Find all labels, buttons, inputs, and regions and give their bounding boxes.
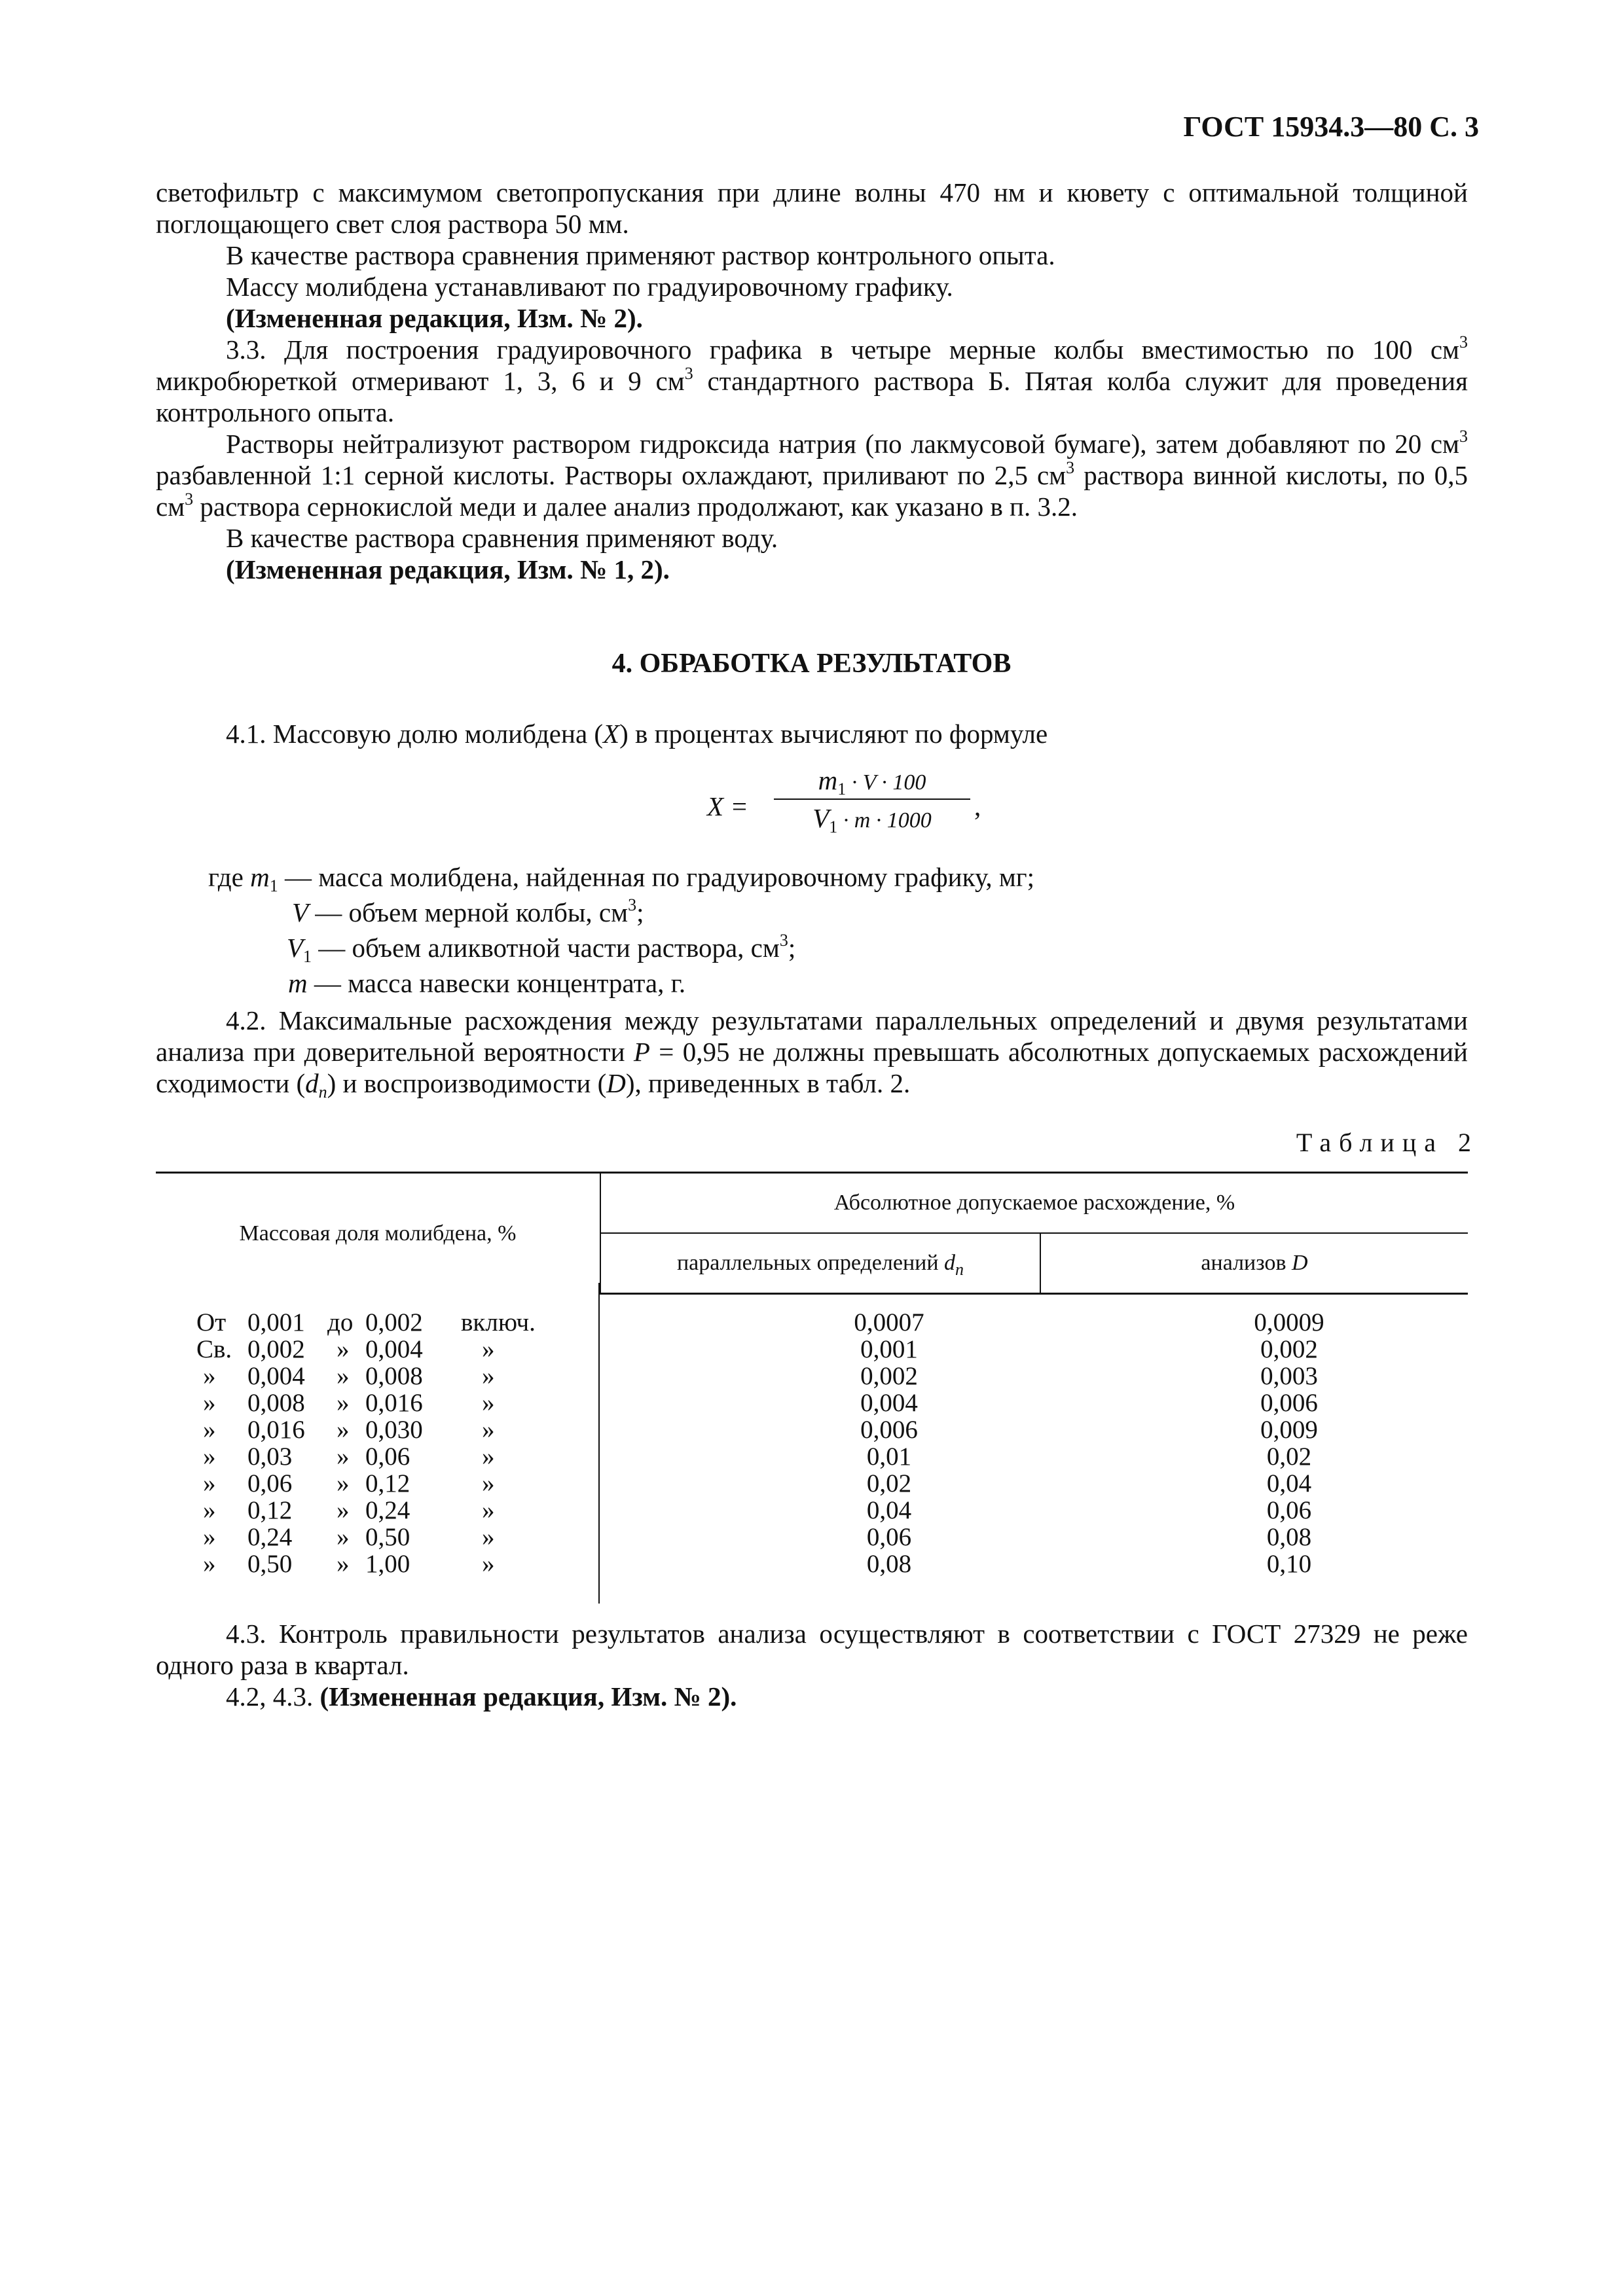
range-pre: »: [203, 1362, 216, 1390]
col-header-analyses: анализов D: [1040, 1233, 1468, 1294]
table-cell-parallel: 0,002: [860, 1362, 918, 1390]
range-post: »: [482, 1469, 495, 1498]
paragraph-4-1: 4.1. Массовую долю молибдена (X) в процентах вычисляют по формуле: [226, 719, 1048, 749]
range-to: 0,004: [365, 1335, 423, 1363]
table-cell-analyses: 0,006: [1260, 1389, 1318, 1417]
amendment-note: (Измененная редакция, Изм. № 2).: [226, 303, 643, 333]
definition-row: $V_1$ — объем аликвотной части раствора, $см^3$;: [287, 931, 796, 966]
range-post: »: [482, 1443, 495, 1471]
range-from: 0,001: [247, 1308, 305, 1336]
section-title: 4. ОБРАБОТКА РЕЗУЛЬТАТОВ: [611, 649, 1012, 679]
table-caption: Таблица 2: [1296, 1128, 1479, 1157]
range-from: 0,016: [247, 1416, 305, 1444]
col-group-header: Абсолютное допускаемое расхождение, %: [600, 1173, 1468, 1234]
paragraph: В качестве раствора сравнения применяют раствор контрольного опыта.: [226, 240, 1055, 270]
range-mid: »: [337, 1389, 350, 1417]
range-from: 0,008: [247, 1389, 305, 1417]
range-from: 0,002: [247, 1335, 305, 1363]
column-divider: [598, 1283, 600, 1604]
range-mid: »: [337, 1443, 350, 1471]
range-post: »: [482, 1389, 495, 1417]
range-post: »: [482, 1416, 495, 1444]
range-to: 0,12: [365, 1469, 410, 1498]
paragraph-3-3: 3.3. Для построения градуировочного графика в четыре мерные колбы вместимостью по 100 $см^3$ микробюреткой отмеривают 1, 3, 6 и 9 $см^3$ стандартного раствора Б. Пятая колба служит для проведения контрольного опыта.: [156, 332, 1468, 427]
range-pre: »: [203, 1523, 216, 1551]
table-cell-parallel: 0,06: [866, 1523, 912, 1551]
range-mid: »: [337, 1416, 350, 1444]
table-cell-parallel: 0,01: [866, 1443, 912, 1471]
range-to: 0,06: [365, 1443, 410, 1471]
table-cell-analyses: 0,06: [1266, 1496, 1312, 1524]
range-mid: »: [337, 1550, 350, 1578]
fraction-bar: [774, 798, 970, 800]
table-row-range: [196, 1470, 537, 1497]
range-to: 0,50: [365, 1523, 410, 1551]
range-pre: Св.: [196, 1335, 232, 1363]
range-to: 1,00: [365, 1550, 410, 1578]
page-header: ГОСТ 15934.3—80 С. 3: [1183, 111, 1479, 143]
range-mid: »: [337, 1523, 350, 1551]
table-row-range: [196, 1497, 537, 1524]
range-pre: От: [196, 1308, 227, 1336]
range-from: 0,004: [247, 1362, 305, 1390]
tolerance-table: [156, 1172, 1468, 1295]
range-mid: до: [327, 1308, 354, 1336]
mass-fraction-column: [196, 1309, 537, 1577]
col-header-mass-fraction: Массовая доля молибдена, %: [156, 1173, 600, 1294]
table-cell-parallel: 0,006: [860, 1416, 918, 1444]
range-from: 0,06: [247, 1469, 293, 1498]
table-cell-analyses: 0,08: [1266, 1523, 1312, 1551]
paragraph: Массу молибдена устанавливают по градуировочному графику.: [226, 272, 953, 302]
table-row-range: [196, 1524, 537, 1551]
table-cell-analyses: 0,003: [1260, 1362, 1318, 1390]
range-from: 0,50: [247, 1550, 293, 1578]
range-from: 0,12: [247, 1496, 293, 1524]
table-cell-analyses: 0,009: [1260, 1416, 1318, 1444]
definition-row: где $m_1$ — масса молибдена, найденная по градуировочному графику, мг;: [208, 862, 1034, 895]
table-cell-analyses: 0,04: [1266, 1469, 1312, 1498]
table-cell-parallel: 0,0007: [854, 1308, 924, 1336]
formula-lhs: X =: [707, 791, 748, 821]
amendment-note: (Измененная редакция, Изм. № 1, 2).: [226, 554, 670, 584]
range-pre: »: [203, 1416, 216, 1444]
definition-row: V — объем мерной колбы, $см^3$;: [292, 895, 644, 927]
table-row-range: [196, 1309, 537, 1336]
analyses-column: [1110, 1309, 1468, 1577]
text-block-section-3: [156, 177, 1468, 585]
range-from: 0,24: [247, 1523, 293, 1551]
range-mid: »: [337, 1335, 350, 1363]
table-cell-analyses: 0,002: [1260, 1335, 1318, 1363]
range-post: »: [482, 1496, 495, 1524]
range-pre: »: [203, 1550, 216, 1578]
table-cell-analyses: 0,10: [1266, 1550, 1312, 1578]
range-to: 0,002: [365, 1308, 423, 1336]
table-cell-parallel: 0,02: [866, 1469, 912, 1498]
table-row-range: [196, 1416, 537, 1443]
range-to: 0,008: [365, 1362, 423, 1390]
table-cell-analyses: 0,02: [1266, 1443, 1312, 1471]
range-to: 0,016: [365, 1389, 423, 1417]
table-cell-parallel: 0,04: [866, 1496, 912, 1524]
table-row-range: [196, 1336, 537, 1363]
range-post: включ.: [461, 1308, 536, 1336]
table-cell-analyses: 0,0009: [1254, 1308, 1324, 1336]
paragraph: В качестве раствора сравнения применяют воду.: [226, 523, 778, 553]
range-post: »: [482, 1523, 495, 1551]
paragraph-4-3: 4.3. Контроль правильности результатов анализа осуществляют в соответствии с ГОСТ 27329 не реже одного раза в квартал. 4.2, 4.3. (Измененная редакция, Изм. № 2).: [156, 1619, 1468, 1712]
paragraph: Растворы нейтрализуют раствором гидроксида натрия (по лакмусовой бумаге), затем добавляют по 20 $см^3$ разбавленной 1:1 серной кислоты. Растворы охлаждают, приливают по 2,5 $см^3$ раствора винной кислоты, по 0,5 $см^3$ раствора сернокислой меди и далее анализ продолжают, как указано в п. 3.2.: [156, 427, 1468, 522]
table-cell-parallel: 0,001: [860, 1335, 918, 1363]
range-pre: »: [203, 1469, 216, 1498]
table-row-range: [196, 1551, 537, 1577]
range-post: »: [482, 1335, 495, 1363]
variable-definitions: [208, 859, 1034, 1001]
paragraph: светофильтр с максимумом светопропускания при длине волны 470 нм и кювету с оптимальной толщиной поглощающего свет слоя раствора 50 мм.: [156, 177, 1468, 239]
range-pre: »: [203, 1496, 216, 1524]
range-pre: »: [203, 1443, 216, 1471]
col-header-parallel: параллельных определений $d_n$: [600, 1233, 1040, 1294]
table-row-range: [196, 1363, 537, 1390]
range-to: 0,24: [365, 1496, 410, 1524]
paragraph-4-2: 4.2. Максимальные расхождения между результатами параллельных определений и двумя результатами анализа при доверительной вероятности P = 0,95 не должны превышать абсолютных допускаемых расхождений сходимости $(d_n)$ и воспроизводимости (D), приведенных в табл. 2.: [156, 1005, 1468, 1102]
range-mid: »: [337, 1496, 350, 1524]
formula-fraction: $m_1 \cdot V \cdot 100$ $V_1 \cdot m \cdot 1000$: [774, 764, 970, 834]
range-to: 0,030: [365, 1416, 423, 1444]
table-body: [156, 1283, 1468, 1604]
table-cell-parallel: 0,08: [866, 1550, 912, 1578]
range-from: 0,03: [247, 1443, 293, 1471]
range-pre: »: [203, 1389, 216, 1417]
definition-row: m — масса навески концентрата, г.: [288, 968, 686, 998]
range-post: »: [482, 1362, 495, 1390]
parallel-column: [653, 1309, 1125, 1577]
table-row-range: [196, 1443, 537, 1470]
range-mid: »: [337, 1362, 350, 1390]
table-row-range: [196, 1390, 537, 1416]
range-post: »: [482, 1550, 495, 1578]
range-mid: »: [337, 1469, 350, 1498]
table-cell-parallel: 0,004: [860, 1389, 918, 1417]
